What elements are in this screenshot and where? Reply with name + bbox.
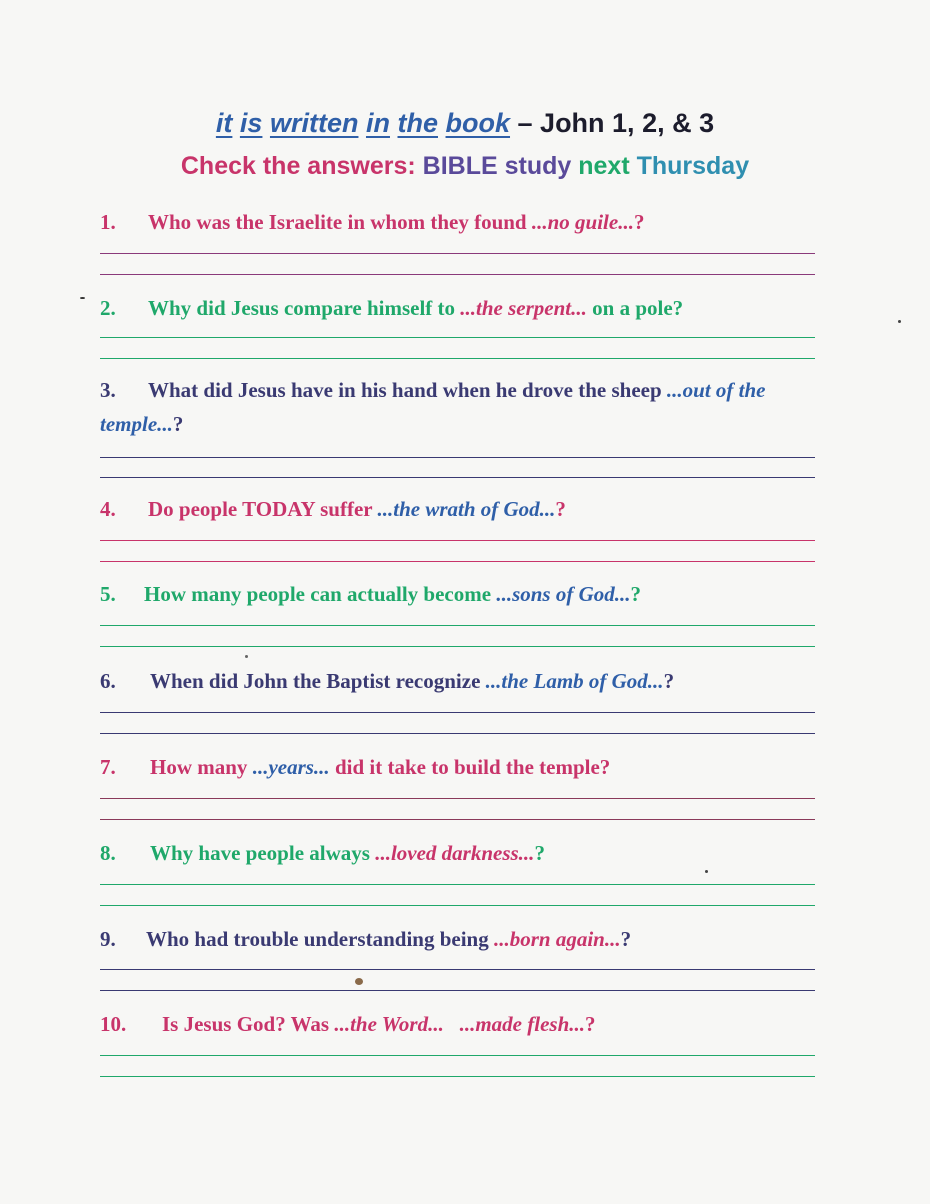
- answer-line: [100, 477, 815, 478]
- scan-speck: [245, 655, 248, 658]
- scan-speck: [80, 297, 85, 299]
- question-end: ?: [534, 841, 545, 865]
- question-number: 5.: [100, 582, 116, 606]
- title-word: written: [269, 108, 359, 138]
- scan-speck: [898, 320, 901, 323]
- title-word: it: [215, 108, 233, 138]
- question-7: [100, 750, 820, 784]
- question-number: 10.: [100, 1012, 127, 1036]
- subtitle-bible-study: BIBLE study: [422, 152, 572, 180]
- question-4: [100, 492, 820, 526]
- answer-line: [100, 1055, 815, 1056]
- subtitle-check: Check the answers:: [180, 152, 416, 180]
- question-5: [100, 577, 820, 611]
- answer-line: [100, 274, 815, 275]
- question-quote: ...the serpent...: [460, 296, 587, 320]
- answer-line: [100, 990, 815, 991]
- question-text: How many people can actually become: [144, 582, 497, 606]
- question-end: did it take to build the temple?: [329, 755, 611, 779]
- question-text: How many: [150, 755, 253, 779]
- answer-line: [100, 253, 815, 254]
- question-text: Who was the Israelite in whom they found: [148, 210, 532, 234]
- question-text: Is Jesus God? Was: [162, 1012, 335, 1036]
- question-quote: ...the Word...: [334, 1012, 444, 1036]
- scan-speck: [355, 978, 363, 985]
- title-word: in: [365, 108, 390, 138]
- question-quote: ...born again...: [493, 927, 621, 951]
- answer-line: [100, 712, 815, 713]
- question-quote: ...years...: [252, 755, 330, 779]
- question-quote: ...made flesh...: [459, 1012, 585, 1036]
- question-text: Why did Jesus compare himself to: [148, 296, 461, 320]
- question-end: ?: [620, 927, 632, 951]
- question-text: When did John the Baptist recognize: [150, 669, 486, 693]
- subtitle-next: next: [578, 152, 630, 180]
- title-word: the: [397, 108, 438, 138]
- answer-line: [100, 540, 815, 541]
- question-number: 6.: [100, 669, 116, 693]
- question-number: 8.: [100, 841, 116, 865]
- answer-line: [100, 561, 815, 562]
- question-quote: ...no guile...: [531, 210, 634, 234]
- question-end: ?: [555, 497, 566, 521]
- question-number: 9.: [100, 927, 116, 951]
- answer-line: [100, 625, 815, 626]
- question-text: Do people TODAY suffer: [148, 497, 378, 521]
- question-number: 3.: [100, 378, 116, 402]
- question-text: Why have people always: [150, 841, 376, 865]
- answer-line: [100, 905, 815, 906]
- answer-line: [100, 733, 815, 734]
- answer-line: [100, 969, 815, 970]
- title-word: is: [239, 108, 263, 138]
- worksheet-title: [0, 108, 930, 139]
- question-quote: ...loved darkness...: [375, 841, 535, 865]
- question-number: 4.: [100, 497, 116, 521]
- question-number: 7.: [100, 755, 116, 779]
- question-end: ?: [630, 582, 641, 606]
- scan-speck: [705, 870, 708, 873]
- question-quote: ...the wrath of God...: [377, 497, 556, 521]
- title-suffix: – John 1, 2, & 3: [517, 108, 715, 138]
- question-end: ?: [585, 1012, 596, 1036]
- answer-line: [100, 819, 815, 820]
- question-end: ?: [172, 412, 184, 436]
- question-number: 2.: [100, 296, 116, 320]
- question-text: Who had trouble understanding being: [146, 927, 494, 951]
- subtitle-thursday: Thursday: [636, 152, 750, 180]
- question-end: on a pole?: [586, 296, 684, 320]
- answer-line: [100, 798, 815, 799]
- answer-line: [100, 457, 815, 458]
- title-word: book: [445, 108, 511, 138]
- worksheet-subtitle: [0, 152, 930, 181]
- question-9: [100, 922, 820, 956]
- question-end: ?: [633, 210, 645, 234]
- answer-line: [100, 358, 815, 359]
- question-number: 1.: [100, 210, 116, 234]
- question-3: [100, 373, 820, 441]
- question-2: [100, 291, 820, 325]
- question-end: ?: [663, 669, 675, 693]
- question-text: What did Jesus have in his hand when he drove the sheep: [148, 378, 667, 402]
- question-10: [100, 1007, 820, 1041]
- answer-line: [100, 1076, 815, 1077]
- answer-line: [100, 337, 815, 338]
- question-1: [100, 205, 820, 239]
- question-6: [100, 664, 820, 698]
- answer-line: [100, 646, 815, 647]
- question-quote: ...sons of God...: [496, 582, 631, 606]
- question-quote: ...the Lamb of God...: [485, 669, 664, 693]
- answer-line: [100, 884, 815, 885]
- question-quote: ...out of the temple...: [100, 378, 766, 436]
- question-8: [100, 836, 820, 870]
